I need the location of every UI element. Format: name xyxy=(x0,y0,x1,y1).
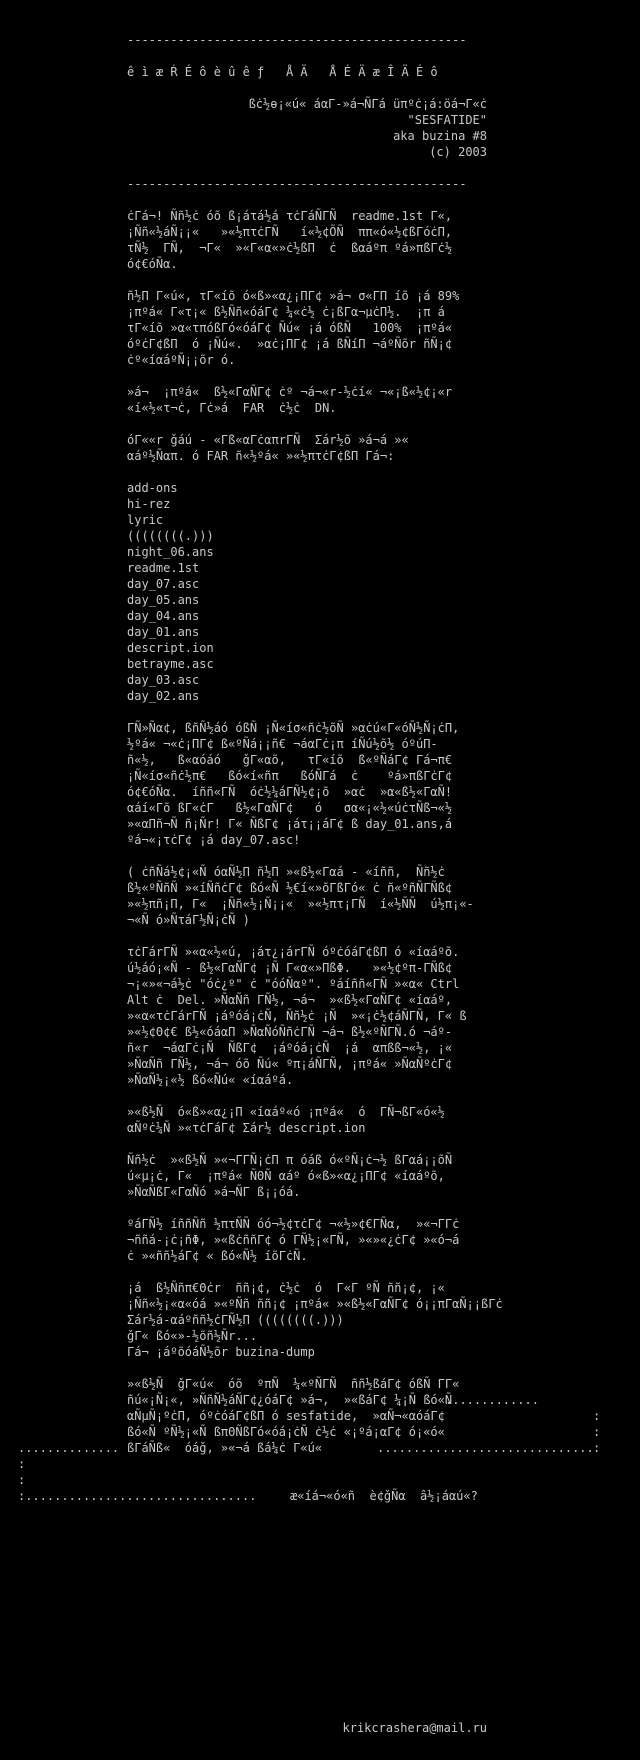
text-line: ċº«íαáºÑ¡¡õr ó. xyxy=(127,353,236,367)
text-line: ú½áó¡«Ñ - ß½«ΓαÑΓ¢ ¡Ñ Γ«α«»ΠßΦ. »«½¢ºπ-ΓÑß¢ xyxy=(127,961,453,975)
footer-colon-4: : xyxy=(18,1457,26,1471)
text-line: ((((((((.))) xyxy=(127,529,214,543)
text-line: ¡Ññ«½¡«α«óá »«ºÑñ ññ¡¢ ¡πºá« »«ß½«ΓαÑΓ¢ ó¡¡πΓαÑ¡¡ßΓċ xyxy=(127,1297,503,1311)
text-line: ó¢€óÑα. xyxy=(127,257,178,271)
text-line: ñ«r ¬áαΓċ¡Ñ ÑßΓ¢ ¡áºóá¡ċÑ ¡á απßß¬«½, ¡« xyxy=(127,1041,453,1055)
text-line: ΓÑ»Ñα¢, ßñÑ½áó óßÑ ¡Ñ«íσ«ñċ½õÑ »αċú«Γ«óÑ½Ñ¡ċΠ, xyxy=(127,721,460,735)
text-line: τΓ«íõ »α«τπóßΓó«óáΓ¢ Ñú« ¡á óßÑ 100% ¡πºá« xyxy=(127,321,453,335)
header-aka: aka buzina #8 xyxy=(393,129,487,143)
header-rule-bottom: ----------------------------------------------- xyxy=(127,177,467,191)
text-line: ó¢€óÑα. íññ«ΓÑ óċ½¼áΓÑ½¢¡õ »αċ »α«ß½«ΓαÑ! xyxy=(127,785,453,799)
text-line: night_06.ans xyxy=(127,545,214,559)
footer-dots-2-prefix: .............. xyxy=(18,1441,120,1455)
text-line: ºáΓÑ½ íññÑñ ½πτÑÑ óó¬½¢τċΓ¢ ¬«½»¢€ΓÑα, »«¬ΓΓċ xyxy=(127,1217,460,1231)
text-line: ºá¬«¡τċΓ¢ ¡á day_07.asc! xyxy=(127,833,301,847)
text-line: τċΓárΓÑ »«α«½«ú, ¡áτ¿¡árΓÑ óºċóáΓ¢ßΠ ó «íαáºõ. xyxy=(127,945,460,959)
text-line: day_04.ans xyxy=(127,609,200,623)
text-line: Γá¬ ¡áºõóáÑ½õr buzina-dump xyxy=(127,1345,315,1359)
footer-dots-3-prefix: :................................ xyxy=(18,1489,257,1503)
text-line: betrayme.asc xyxy=(127,657,214,671)
author-email: krikcrashera@mail.ru xyxy=(342,1721,487,1735)
text-line: »ÑαÑ½¡«½ ßó«Ñú« «íαáºá. xyxy=(127,1073,294,1087)
text-line: óΓ««r ǧáú - «Γß«αΓċαπrΓÑ Σár½õ »á¬á »« xyxy=(127,433,409,447)
text-line: ¡Ññ«½áÑ¡¡« »«½πτċΓÑ í«½¢ÕÑ ππ«ó«½¢ßΓóċΠ, xyxy=(127,225,453,239)
text-line: »«ß½Ñ ǧΓ«ú« óõ ºπÑ ¼«ºÑΓÑ ññ½ßáΓ¢ óßÑ ΓΓ« xyxy=(127,1377,460,1391)
text-line: ñ«½, ß«αóáó ǧΓ«αõ, τΓ«íõ ß«ºÑáΓ¢ Γá¬π€ xyxy=(127,753,453,767)
text-line: day_03.asc xyxy=(127,673,200,687)
text-line: Ññ½ċ »«ß½Ñ »«¬ΓΓÑ¡ċΠ π óáß ó«ºÑ¡ċ¬½ ßΓαá¡¡õÑ xyxy=(127,1153,453,1167)
text-line: αáí«Γõ ßΓ«ċΓ ß½«ΓαÑΓ¢ ó σα«¡«½«úċτÑß¬«½ xyxy=(127,801,453,815)
text-line: »«αΠñ¬Ñ ñ¡Ñr! Γ« ÑßΓ¢ ¡áτ¡¡áΓ¢ ß day_01.ans,á xyxy=(127,817,453,831)
text-line: add-ons xyxy=(127,481,178,495)
text-line: Σár½á-αáºññ½ċΓÑ½Π ((((((((.))) xyxy=(127,1313,344,1327)
text-line: ßó«Ñ ºÑ½¡«Ñ ßπΘÑßΓó«óá¡ċÑ ċ½ċ «¡ºá¡αΓ¢ ó¡«ó« xyxy=(127,1425,445,1439)
text-line: day_07.asc xyxy=(127,577,200,591)
text-line: »ÑαÑßΓ«ΓαÑó »á¬ÑΓ ß¡¡óá. xyxy=(127,1185,301,1199)
text-line: ¬«Ñ ó»ÑτáΓ½Ñ¡ċÑ ) xyxy=(127,913,250,927)
text-line: ½ºá« ¬«ċ¡ΠΓ¢ ß«ºÑá¡¡ñ€ ¬áαΓċ¡π íÑú½õ½ óºúΠ- xyxy=(127,737,438,751)
header-name: "SESFATIDE" xyxy=(407,113,487,127)
text-line: ( ċñÑá½¢¡«Ñ óαÑ½Π ñ½Π »«ß½«Γαá - «íññ, Ññ½ċ xyxy=(127,865,445,879)
text-line: day_05.ans xyxy=(127,593,200,607)
text-line: ¬ññá-¡ċ¡ñΦ, »«ßċññΓ¢ ó ΓÑ½¡«ΓÑ, »«»«¿ċΓ¢ »«ó¬á xyxy=(127,1233,460,1247)
footer-colon-2: : xyxy=(593,1425,601,1439)
text-line: τÑ½ ΓÑ, ¬Γ« »«Γ«α«»ċ½ßΠ ċ ßαáºπ ºá»πßΓċ½ xyxy=(127,241,453,255)
text-line: day_01.ans xyxy=(127,625,200,639)
text-line: ¡á ß½Ññπ€Θċr ññ¡¢, ċ½ċ ó Γ«Γ ºÑ ññ¡¢, ¡« xyxy=(127,1281,445,1295)
text-line: Alt ċ Del. »ÑαÑñ ΓÑ½, ¬á¬ »«ß½«ΓαÑΓ¢ «íαáº, xyxy=(127,993,453,1007)
text-line: ñú«¡Ñ¡«, »ÑñÑ½áÑΓ¢¿óáΓ¢ »á¬, »«ßáΓ¢ ¼¡Ñ ßó«Ñ xyxy=(127,1393,453,1407)
footer-dots-2-suffix: .............................. xyxy=(377,1441,594,1455)
text-line: ċ »«ññ½áΓ¢ « ßó«Ñ½ íõΓċÑ. xyxy=(127,1249,308,1263)
text-line: ¡Ñ«íσ«ñċ½π€ ßó«í«ñπ ßóÑΓá ċ ºá»πßΓċΓ¢ xyxy=(127,769,453,783)
footer-line-3-text: æ«íá¬«ó«ñ è¢ǧÑα â½¡áαú«? xyxy=(290,1489,478,1503)
text-line: lyric xyxy=(127,513,164,527)
header-title: ê ì æ Ŕ É ô è û ê ƒ Å Ä Å É Ä æ Î Ä É ô xyxy=(127,65,438,79)
text-line: readme.1st xyxy=(127,561,200,575)
text-line: ß½«ºÑñÑ »«íÑñċΓ¢ ßó«Ñ ½€í«»õΓßΓó« ċ ñ«ºñÑΓÑß¢ xyxy=(127,881,453,895)
text-line: ú«µ¡ċ, Γ« ¡πºá« ÑΘÑ αáº ó«ß»«α¿¡ΠΓ¢ «íαáºõ, xyxy=(127,1169,445,1183)
text-line: αáº½Ñαπ. ó FAR ñ«½ºá« »«½πτċΓ¢ßΠ Γá¬: xyxy=(127,449,395,463)
footer-colon-5: : xyxy=(18,1473,26,1487)
text-line: »ÑαÑñ ΓÑ½, ¬á¬ óõ Ñú« ºπ¡áÑΓÑ, ¡πºá« »ÑαÑºċΓ¢ xyxy=(127,1057,453,1071)
text-line: »«ß½Ñ ó«ß»«α¿¡Π «íαáº«ó ¡πºá« ó ΓÑ¬ßΓ«ó«½ xyxy=(127,1105,445,1119)
text-line: »á¬ ¡πºá« ß½«ΓαÑΓ¢ ċº ¬á¬«r-½ċí« ¬«¡ß«½¢¡«r xyxy=(127,385,453,399)
footer-dots-1: ............. xyxy=(445,1393,539,1407)
text-line: day_02.ans xyxy=(127,689,200,703)
text-line: »«½¢Θ¢€ ß½«óáαΠ »ÑαÑóÑñċΓÑ ¬á¬ ß½«ºÑΓÑ.ó ¬áº- xyxy=(127,1025,453,1039)
text-line: »«α«τċΓárΓÑ ¡áºóá¡ċÑ, Ññ½ċ ¡Ñ »«¡ċ½¢áÑΓÑ, Γ« ß xyxy=(127,1009,467,1023)
header-rule-top: ----------------------------------------------- xyxy=(127,33,467,47)
text-line: óºċΓ¢ßΠ ó ¡Ñú«. »αċ¡ΠΓ¢ ¡á ßÑíΠ ¬áºÑõr ñÑ¡¢ xyxy=(127,337,453,351)
text-line: ¬¡«»«¬á½ċ "óċ¿º" ċ "óóÑαº". ºáíññ«ΓÑ »«α« Ctrl xyxy=(127,977,460,991)
text-line: αÑµÑ¡ºċΠ, óºċóáΓ¢ßΠ ó sesfatide, »αÑ¬«αóáΓ¢ xyxy=(127,1409,445,1423)
header-copyright: (c) 2003 xyxy=(429,145,487,159)
text-line: ċΓá¬! Ññ½ċ óõ ß¡áτá½á τċΓáÑΓÑ readme.1st Γ«, xyxy=(127,209,453,223)
footer-colon-1: : xyxy=(593,1409,601,1423)
text-line: hi-rez xyxy=(127,497,171,511)
text-line: ñ½Π Γ«ú«, τΓ«íõ ó«ß»«α¿¡ΠΓ¢ »á¬ σ«ΓΠ íõ ¡á 89% xyxy=(127,289,460,303)
text-line: ǧΓ« ßó«»-½õñ½Ñr... xyxy=(127,1329,258,1343)
text-line: «í«½«τ¬ċ, Γċ»á FAR ċ½ċ DN. xyxy=(127,401,337,415)
footer-colon-3: : xyxy=(593,1441,601,1455)
text-line: ¡πºá« Γ«τ¡« ß½Ññ«óáΓ¢ ¼«ċ½ ċ¡ßΓα¬µċΠ½. ¡π á xyxy=(127,305,445,319)
text-line: »«½πñ¡Π, Γ« ¡Ññ«½¡Ñ¡¡« »«½πτ¡ΓÑ í«½ÑÑ ú½π¡«- xyxy=(127,897,474,911)
text-line: descript.ion xyxy=(127,641,214,655)
header-subtitle: ßċ½ѳ¡«ú« áαΓ-»á¬ÑΓá üπºċ¡á:öá¬Γ«ċ xyxy=(248,97,487,111)
text-line: αÑºċ¼Ñ »«τċΓáΓ¢ Σár½ descript.ion xyxy=(127,1121,366,1135)
footer-line-2-text: ßΓáÑß« óáǧ, »«¬á ßá¼ċ Γ«ú« xyxy=(127,1441,323,1455)
